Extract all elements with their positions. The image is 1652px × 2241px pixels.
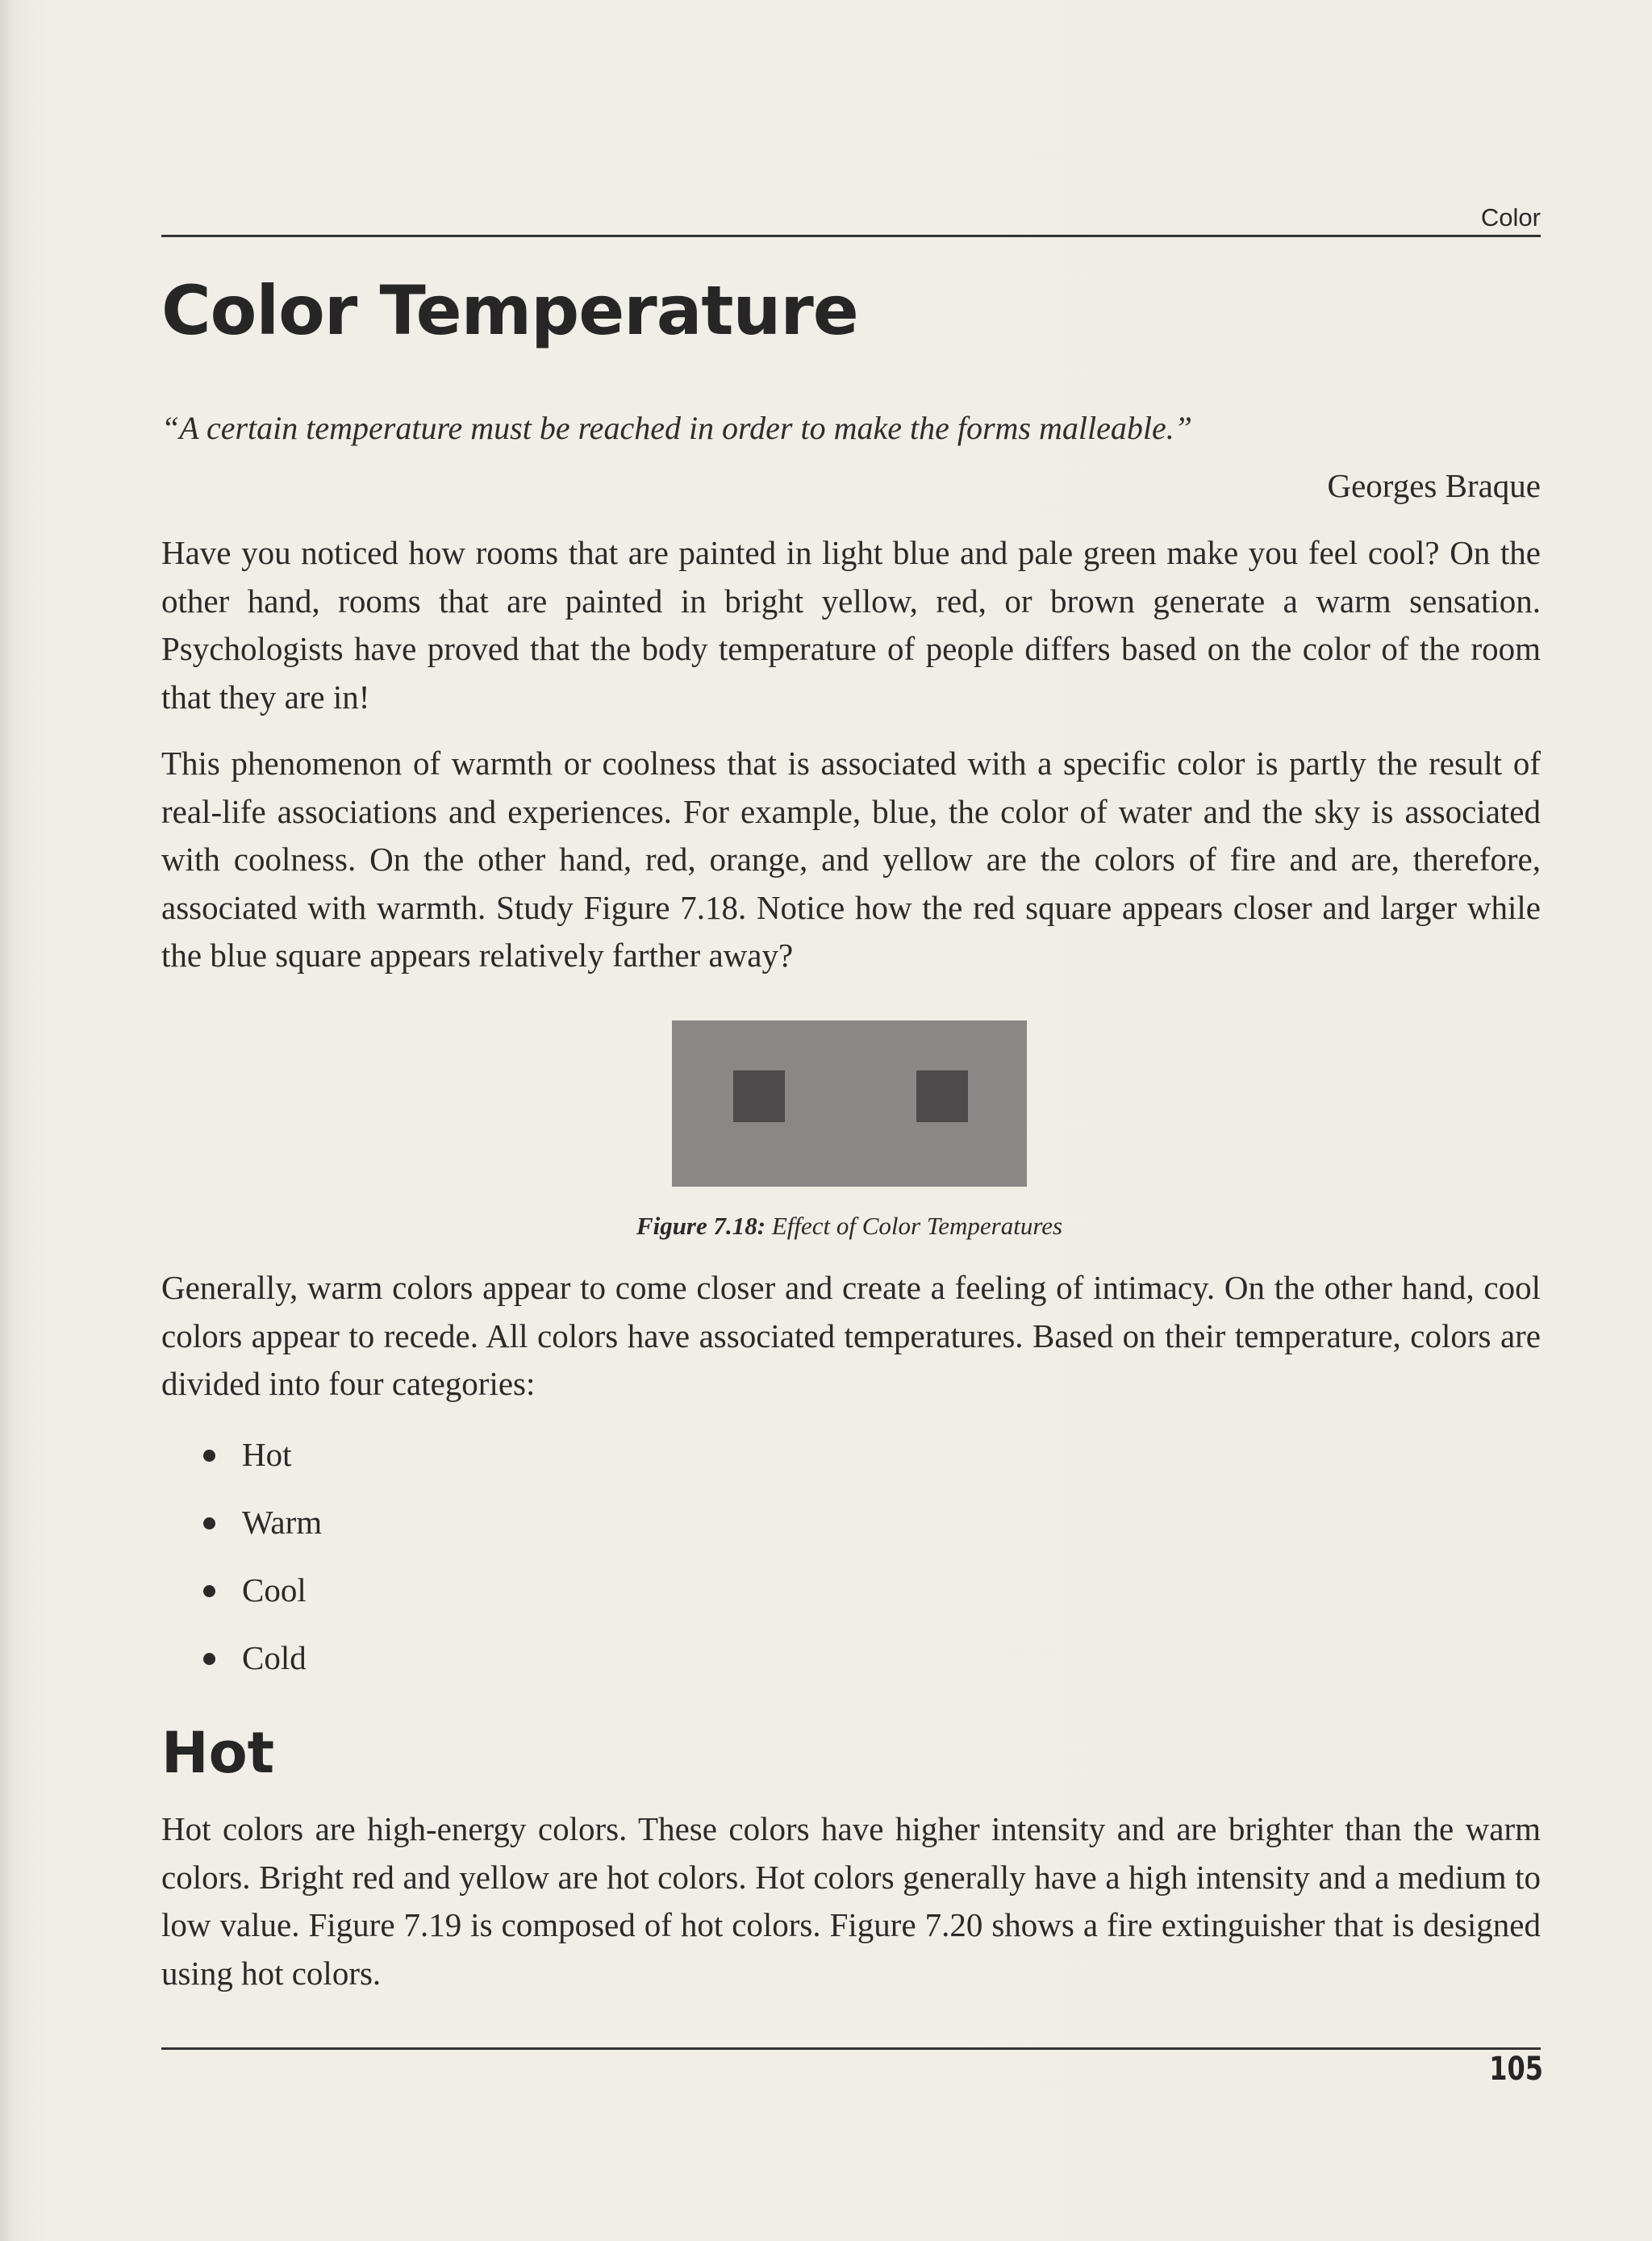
list-item: Hot <box>242 1432 322 1500</box>
footer-rule <box>161 2047 1541 2050</box>
epigraph-quote: “A certain temperature must be reached in order to make the forms malleable.” <box>161 410 1192 446</box>
figure-blue-square <box>916 1070 968 1122</box>
category-list <box>242 1432 322 1703</box>
list-item: Cold <box>242 1635 322 1703</box>
paragraph-intro: Have you noticed how rooms that are painted in light blue and pale green make you feel cool? On the other hand, rooms that are painted in bright yellow, red, or brown generate a warm sensation. Psychologists have proved that the body temperature of people differs based on the color of the room that they are in! <box>161 534 1541 716</box>
figure-color-temperature-image <box>672 1020 1027 1187</box>
figure-caption-label: Figure 7.18: <box>636 1212 766 1240</box>
header-rule <box>161 235 1541 237</box>
section-heading-hot: Hot <box>161 1720 275 1786</box>
figure-red-square <box>733 1070 785 1122</box>
paragraph-phenomenon: This phenomenon of warmth or coolness that is associated with a specific color is partly the result of real-life associations and experiences. For example, blue, the color of water and the sky is associated with coolness. On the other hand, red, orange, and yellow are the colors of fire and are, therefore, associated with warmth. Study Figure 7.18. Notice how the red square appears closer and larger while the blue square appears relatively farther away? <box>161 745 1541 974</box>
paragraph-hot: Hot colors are high-energy colors. These colors have higher intensity and are brighter than the warm colors. Bright red and yellow are hot colors. Hot colors generally have a high intensity and a medium to low value. Figure 7.19 is composed of hot colors. Figure 7.20 shows a fire extinguisher that is designed using hot colors. <box>161 1810 1541 1992</box>
figure-caption <box>0 1212 1652 1241</box>
paragraph-general: Generally, warm colors appear to come closer and create a feeling of intimacy. On the other hand, cool colors appear to recede. All colors have associated temperatures. Based on their temperature, colors are divided into four categories: <box>161 1269 1541 1402</box>
list-item: Cool <box>242 1567 322 1635</box>
page-title: Color Temperature <box>161 271 858 350</box>
figure-caption-title: Effect of Color Temperatures <box>771 1212 1063 1240</box>
epigraph-author: Georges Braque <box>1327 467 1541 504</box>
list-item: Warm <box>242 1500 322 1567</box>
page-number: 105 <box>1489 2051 1543 2088</box>
running-head: Color <box>1480 203 1541 232</box>
